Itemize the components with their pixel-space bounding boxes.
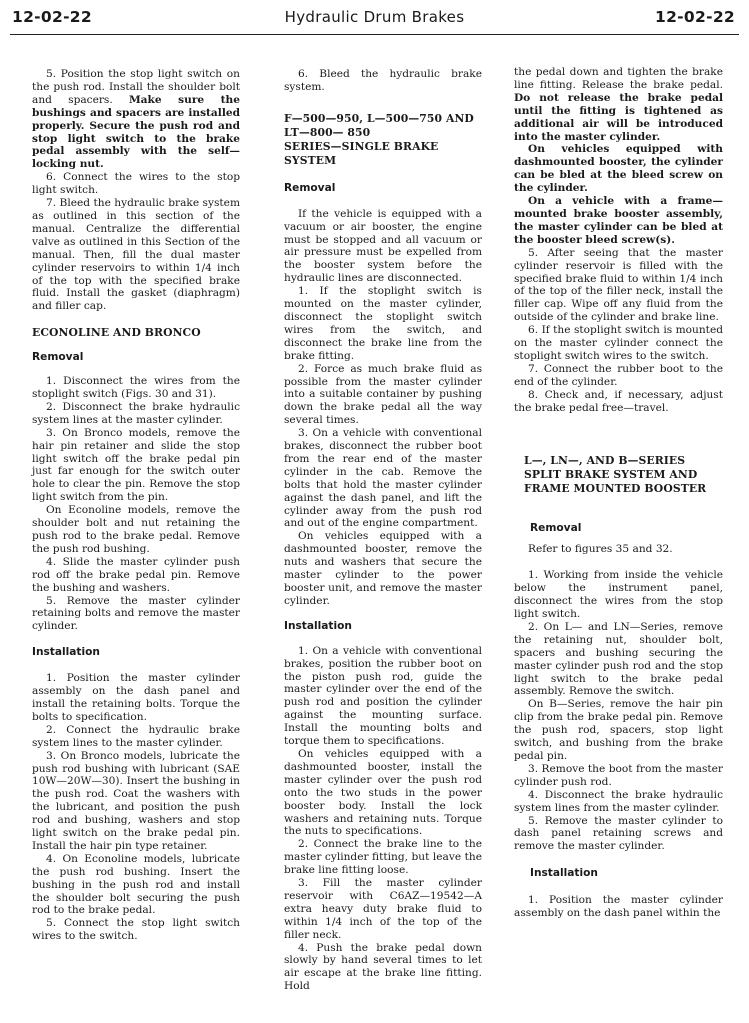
paragraph: 4. Push the brake pedal down slowly by hand several times to let air escape at the brake line fitting. Hold	[284, 941, 482, 993]
paragraph: 3. Remove the boot from the master cylinder push rod.	[514, 762, 723, 788]
paragraph: On Econoline models, remove the shoulder bolt and nut retaining the push rod to the brake pedal. Remove the push rod bushing.	[32, 504, 240, 555]
paragraph: 4. On Econoline models, lubricate the push rod bushing. Insert the bushing in the push rod and install the shoulder bolt securing the push rod to the brake pedal.	[32, 852, 240, 917]
warning-text: Make sure the bushings and spacers are installed properly. Secure the push rod and stop light switch to the brake pedal assembly with the self—locking nut.	[32, 93, 241, 171]
subheading-removal: Removal	[284, 181, 336, 194]
paragraph: 8. Check and, if necessary, adjust the brake pedal free—travel.	[514, 388, 723, 414]
paragraph: 3. On Bronco models, remove the hair pin retainer and slide the stop light switch off the brake pedal pin just far enough for the switch outer hole to clear the pin. Remove the stop light switch from the pin.	[32, 426, 240, 504]
subheading-removal: Removal	[530, 522, 582, 535]
paragraph: On vehicles equipped with a dashmounted booster, remove the nuts and washers that secure the master cylinder to the power booster unit, and remove the master cylinder.	[284, 530, 482, 607]
paragraph: 6. If the stoplight switch is mounted on the master cylinder connect the stoplight switch wires to the switch.	[514, 324, 723, 362]
subheading-installation: Installation	[284, 619, 352, 632]
paragraph: If the vehicle is equipped with a vacuum or air booster, the engine must be stopped and all vacuum or air pressure must be expelled from the booster system before the hydraulic lines are disconnected.	[284, 207, 482, 285]
paragraph: 1. Position the master cylinder assembly on the dash panel and install the retaining bolts. Torque the bolts to specification.	[32, 672, 240, 723]
paragraph: 3. Fill the master cylinder reservoir with C6AZ—19542—A extra heavy duty brake fluid to within 1/4 inch of the top of the filler neck.	[284, 877, 482, 941]
page-number-left: 12-02-22	[12, 8, 92, 26]
subheading-removal: Removal	[32, 351, 84, 364]
warning-text: Do not release the brake pedal until the fitting is tightened as additional air will be introduced into the master cylinder.	[514, 91, 723, 143]
paragraph: 1. Disconnect the wires from the stoplight switch (Figs. 30 and 31).	[32, 375, 240, 401]
section-heading: ECONOLINE AND BRONCO	[32, 326, 201, 340]
paragraph: On vehicles equipped with a dashmounted booster, install the master cylinder over the push rod onto the two studs in the power booster body. Install the lock washers and retaining nuts. Torque the nuts to specifications.	[284, 747, 482, 838]
paragraph: 5. Connect the stop light switch wires to the switch.	[32, 917, 240, 943]
page-header	[0, 8, 749, 30]
paragraph: 5. Remove the master cylinder to dash panel retaining screws and remove the master cylinder.	[514, 814, 723, 853]
paragraph: 4. Disconnect the brake hydraulic system lines from the master cylinder.	[514, 788, 723, 814]
header-rule	[10, 34, 739, 35]
paragraph: 2. On L— and LN—Series, remove the retaining nut, shoulder bolt, spacers and bushing securing the master cylinder push rod and the stop light switch to the brake pedal assembly. Remove the switch.	[514, 620, 723, 698]
section-title: Hydraulic Drum Brakes	[284, 8, 465, 26]
column-2	[284, 68, 482, 993]
paragraph: 7. Bleed the hydraulic brake system as outlined in this section of the manual. Centralize the differential valve as outlined in this Section of the manual. Then, fill the dual master cylinder reservoirs to within 1/4 inch of the top with the specified brake fluid. Install the gasket (diaphragm) and filler cap.	[32, 197, 240, 313]
paragraph: 1. If the stoplight switch is mounted on the master cylinder, disconnect the stoplight switch wires from the switch, and disconnect the brake line from the brake fitting.	[284, 285, 482, 362]
paragraph: 7. Connect the rubber boot to the end of the cylinder.	[514, 362, 723, 388]
paragraph: 2. Force as much brake fluid as possible from the master cylinder into a suitable container by pushing down the brake pedal all the way several times.	[284, 362, 482, 427]
paragraph: the pedal down and tighten the brake line fitting. Release the brake pedal. Do not release the brake pedal until the fitting is tightened as additional air will be introduced into the master cylinder.	[514, 66, 723, 143]
paragraph: 4. Slide the master cylinder push rod off the brake pedal pin. Remove the bushing and washers.	[32, 555, 240, 594]
paragraph: 6. Connect the wires to the stop light switch.	[32, 171, 240, 197]
paragraph: 3. On a vehicle with conventional brakes, disconnect the rubber boot from the rear end of the master cylinder in the cab. Remove the bolts that hold the master cylinder against the dash panel, and lift the cylinder away from the push rod and out of the engine compartment.	[284, 427, 482, 530]
paragraph: 1. On a vehicle with conventional brakes, position the rubber boot on the piston push rod, guide the master cylinder over the end of the push rod and position the cylinder against the mounting surface. Install the mounting bolts and torque them to specifications.	[284, 644, 482, 748]
paragraph: 2. Connect the hydraulic brake system lines to the master cylinder.	[32, 723, 240, 749]
column-1	[32, 68, 240, 943]
paragraph: Refer to figures 35 and 32.	[528, 543, 673, 556]
paragraph: 6. Bleed the hydraulic brake system.	[284, 68, 482, 93]
paragraph: 2. Connect the brake line to the master cylinder fitting, but leave the brake line fitting loose.	[284, 838, 482, 877]
paragraph: 1. Working from inside the vehicle below the instrument panel, disconnect the wires from the stop light switch.	[514, 569, 723, 620]
paragraph: 1. Position the master cylinder assembly on the dash panel within the	[514, 894, 723, 920]
subheading-installation: Installation	[530, 867, 598, 880]
paragraph: On B—Series, remove the hair pin clip from the brake pedal pin. Remove the push rod, spacers, stop light switch, and bushing from the brake pedal pin.	[514, 698, 723, 762]
paragraph: 2. Disconnect the brake hydraulic system lines at the master cylinder.	[32, 400, 240, 426]
column-3	[514, 66, 723, 920]
note-text: On vehicles equipped with dashmounted booster, the cylinder can be bled at the bleed screw on the cylinder.	[514, 143, 723, 195]
paragraph: 5. After seeing that the master cylinder reservoir is filled with the specified brake fluid to within 1/4 inch of the top of the filler neck, install the filler cap. Wipe off any fluid from the outside of the cylinder and brake line.	[514, 246, 723, 324]
page-number-right: 12-02-22	[655, 8, 735, 26]
subheading-installation: Installation	[32, 646, 100, 659]
paragraph: 3. On Bronco models, lubricate the push rod bushing with lubricant (SAE 10W—20W—30). Insert the bushing in the push rod. Coat the washers with the lubricant, and position the push rod and bushing, washers and stop light switch on the brake pedal pin. Install the hair pin type retainer.	[32, 749, 240, 852]
paragraph: 5. Remove the master cylinder retaining bolts and remove the master cylinder.	[32, 594, 240, 633]
section-heading: F—500—950, L—500—750 AND LT—800— 850 SERIES—SINGLE BRAKE SYSTEM	[284, 111, 474, 167]
paragraph: 5. Position the stop light switch on the push rod. Install the shoulder bolt and spacers. Make sure the bushings and spacers are installed properly. Secure the push rod and stop light switch to the brake pedal assembly with the self—locking nut.	[32, 68, 241, 171]
section-heading: L—, LN—, AND B—SERIES SPLIT BRAKE SYSTEM AND FRAME MOUNTED BOOSTER	[524, 454, 707, 496]
note-text: On a vehicle with a frame—mounted brake booster assembly, the master cylinder can be bled at the booster bleed screw(s).	[514, 195, 723, 246]
